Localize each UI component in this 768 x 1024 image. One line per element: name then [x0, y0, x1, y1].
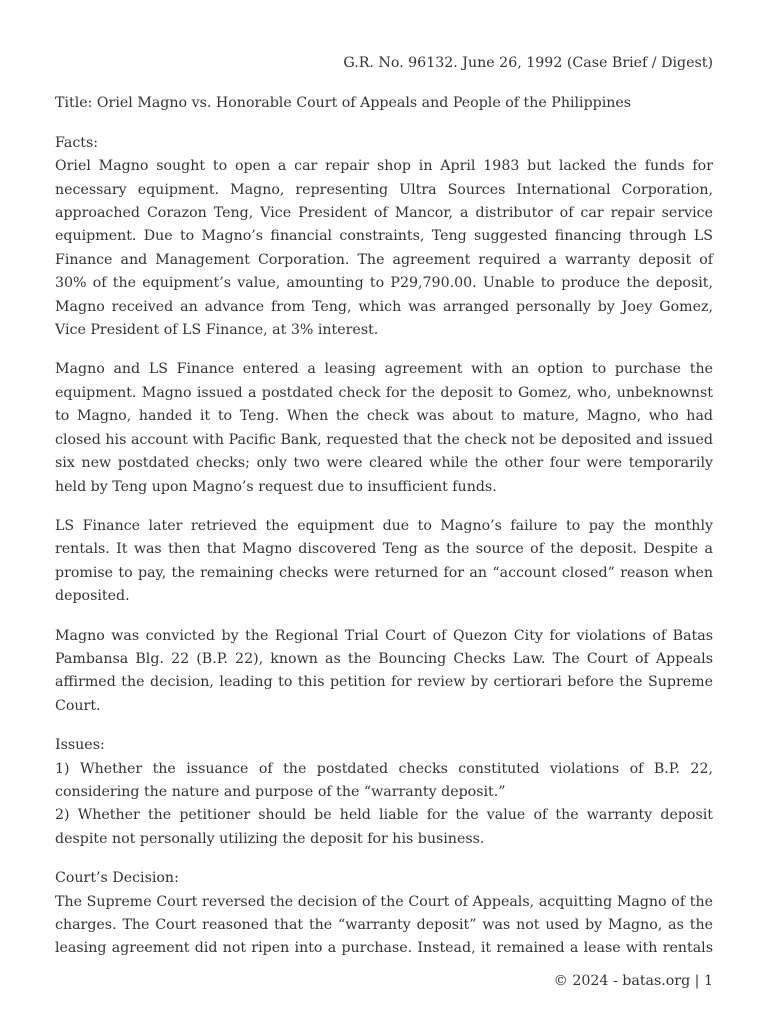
decision-paragraph: The Supreme Court reversed the decision of the Court of Appeals, acquitting Magno of the charges. The Court reasoned that the “warranty deposit” was not used by Magno, as the leasing agreement did not ripen into a purchase. Instead, it remained a lease with rentals: [55, 893, 713, 957]
facts-paragraph-3: LS Finance later retrieved the equipment due to Magno’s failure to pay the monthly rentals. It was then that Magno discovered Teng as the source of the deposit. Despite a promise to pay, the remaining checks were returned for an “account closed” reason when deposited.: [55, 517, 713, 605]
issues-label: Issues:: [55, 737, 105, 754]
page-footer: © 2024 - batas.org | 1: [553, 973, 713, 989]
document-page: [55, 52, 713, 961]
case-reference: G.R. No. 96132. June 26, 1992 (Case Brief / Digest): [343, 55, 713, 71]
facts-paragraph-2: Magno and LS Finance entered a leasing agreement with an option to purchase the equipment. Magno issued a postdated check for the deposit to Gomez, who, unbeknownst to Magno, handed it to Teng. When the check was about to mature, Magno, who had closed his account with Pacific Bank, requested that the check not be deposited and issued six new postdated checks; only two were cleared while the other four were temporarily held by Teng upon Magno’s request due to insufficient funds.: [55, 361, 713, 495]
case-title: Title: Oriel Magno vs. Honorable Court of Appeals and People of the Philippines: [55, 95, 632, 112]
issues-section: [55, 734, 713, 851]
issue-item-2: 2) Whether the petitioner should be held liable for the value of the warranty deposit despite not personally utilizing the deposit for his business.: [55, 807, 713, 847]
decision-label: Court’s Decision:: [55, 870, 179, 887]
issue-item-1: 1) Whether the issuance of the postdated checks constituted violations of B.P. 22, considering the nature and purpose of the “warranty deposit.”: [55, 760, 713, 800]
facts-label: Facts:: [55, 134, 99, 151]
facts-paragraph-4: Magno was convicted by the Regional Trial Court of Quezon City for violations of Batas Pambansa Blg. 22 (B.P. 22), known as the Bouncing Checks Law. The Court of Appeals affirmed the decision, leading to this petition for review by certiorari before the Supreme Court.: [55, 627, 713, 714]
facts-paragraph-1: Oriel Magno sought to open a car repair shop in April 1983 but lacked the funds for necessary equipment. Magno, representing Ultra Sources International Corporation, approached Corazon Teng, Vice President of Mancor, a distributor of car repair service equipment. Due to Magno’s financial constraints, Teng suggested financing through LS Finance and Management Corporation. The agreement required a warranty deposit of 30% of the equipment’s value, amounting to P29,790.00. Unable to produce the deposit, Magno received an advance from Teng, which was arranged personally by Joey Gomez, Vice President of LS Finance, at 3% interest.: [55, 158, 713, 339]
